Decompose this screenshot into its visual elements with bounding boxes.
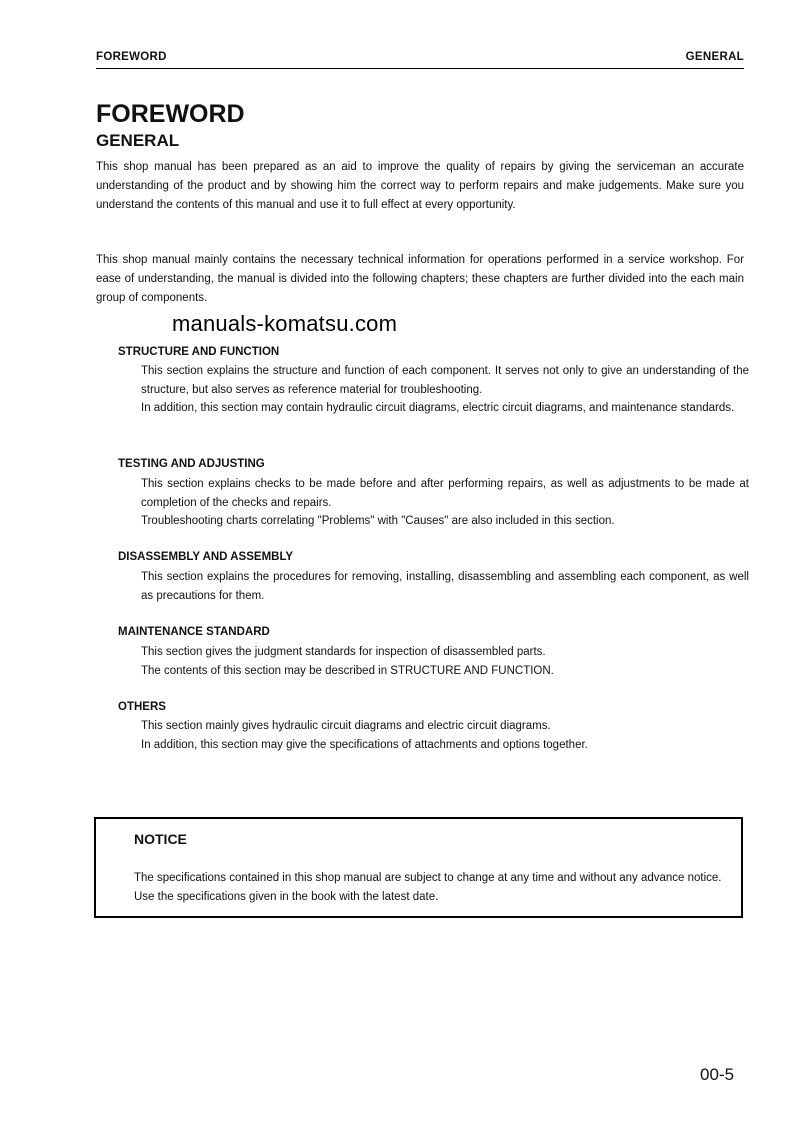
section-line: This section explains the procedures for removing, installing, disassembling and assembling each component, as well as precautions for them. (141, 571, 749, 602)
section-body (141, 568, 749, 605)
section-line: The contents of this section may be described in STRUCTURE AND FUNCTION. (141, 664, 554, 677)
section-body (141, 717, 749, 754)
intro-paragraph: This shop manual mainly contains the necessary technical information for operations performed in a service workshop. For ease of understanding, the manual is divided into the following chapters; these chapters are further divided into the each main group of components. (96, 254, 744, 304)
page-number: 00-5 (700, 1065, 735, 1084)
page-title: FOREWORD (96, 100, 245, 128)
section-heading: TESTING AND ADJUSTING (118, 458, 265, 470)
section-body (141, 362, 749, 418)
section-line: This section explains the structure and function of each component. It serves not only to give an understanding of the structure, but also serves as reference material for troubleshooting. (141, 365, 749, 396)
section-line: In addition, this section may give the specifications of attachments and options together. (141, 738, 588, 751)
header-left: FOREWORD (96, 51, 167, 63)
section-line: This section mainly gives hydraulic circuit diagrams and electric circuit diagrams. (141, 720, 551, 732)
section-line: This section gives the judgment standards for inspection of disassembled parts. (141, 646, 546, 658)
header-right: GENERAL (685, 51, 744, 63)
watermark: manuals-komatsu.com (172, 311, 398, 336)
section-line: This section explains checks to be made before and after performing repairs, as well as adjustments to be made at completion of the checks and repairs. (141, 478, 749, 509)
section-heading: MAINTENANCE STANDARD (118, 626, 270, 638)
section-heading: DISASSEMBLY AND ASSEMBLY (118, 551, 294, 563)
section-body (141, 475, 749, 531)
section-heading: OTHERS (118, 701, 166, 713)
header-rule (96, 68, 744, 69)
section-line: Troubleshooting charts correlating "Problems" with "Causes" are also included in this section. (141, 515, 615, 528)
intro-paragraph: This shop manual has been prepared as an aid to improve the quality of repairs by giving the serviceman an accurate understanding of the product and by showing him the correct way to perform repairs and make judgements. Make sure you understand the contents of this manual and use it to full effect at every opportunity. (96, 161, 744, 211)
notice-box (94, 817, 743, 918)
section-heading: STRUCTURE AND FUNCTION (118, 346, 280, 358)
notice-heading: NOTICE (134, 831, 187, 847)
page-subtitle: GENERAL (96, 131, 180, 150)
section-line: In addition, this section may contain hydraulic circuit diagrams, electric circuit diagrams, and maintenance standards. (141, 402, 735, 415)
notice-text: The specifications contained in this shop manual are subject to change at any time and without any advance notice. Use the specifications given in the book with the latest date. (134, 872, 722, 903)
section-body (141, 643, 749, 680)
